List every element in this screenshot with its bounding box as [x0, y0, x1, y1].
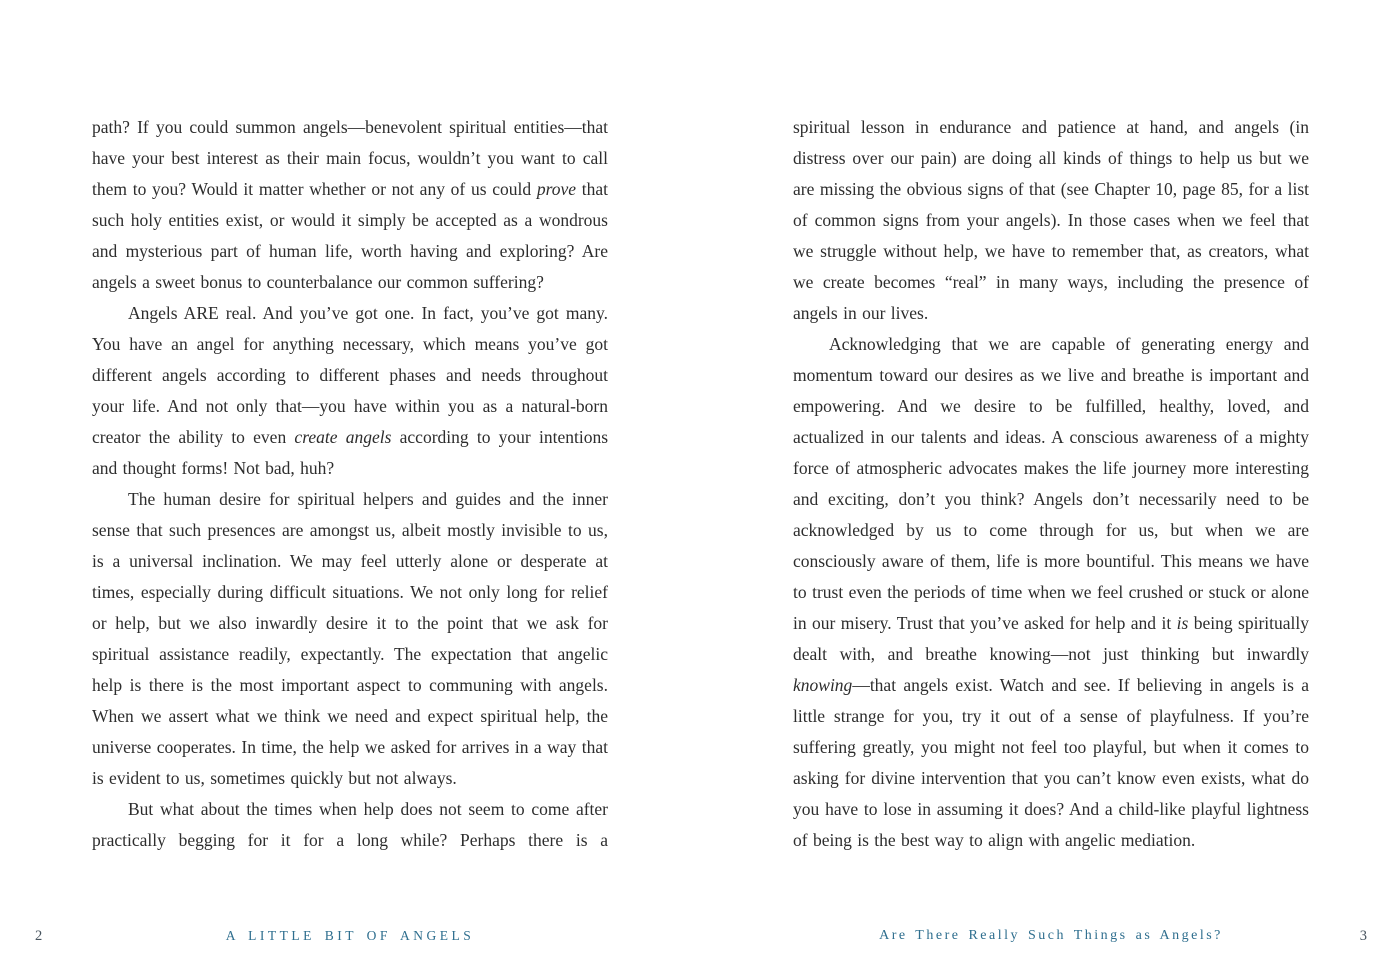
paragraph: The human desire for spiritual helpers and guides and the inner sense that such presences are amongst us, albeit mostly invisible to us, is a universal inclination. We may feel utterly alone or desperate at times, especially during difficult situations. We not only long for relief or help, but we also inwardly desire it to the point that we ask for spiritual assistance readily, expectantly. The expectation that angelic help is there is the most important aspect to communing with angels. When we assert what we think we need and expect spiritual help, the universe cooperates. In time, the help we asked for arrives in a way that is evident to us, sometimes quickly but not always.: [92, 489, 608, 788]
page-number-left: 2: [35, 928, 43, 944]
paragraph: Acknowledging that we are capable of generating energy and momentum toward our desires as we live and breathe is important and empowering. And we desire to be fulfilled, healthy, loved, and actualized in our talents and ideas. A conscious awareness of a mighty force of atmospheric advocates makes the life journey more interesting and exciting, don’t you think? Angels don’t necessarily need to be acknowledged by us to come through for us, but when we are consciously aware of them, life is more bountiful. This means we have to trust even the periods of time when we feel crushed or stuck or alone in our misery. Trust that you’ve asked for help and it is being spiritually dealt with, and breathe knowing—not just thinking but inwardly knowing—that angels exist. Watch and see. If believing in angels is a little strange for you, try it out of a sense of playfulness. If you’re suffering greatly, you might not feel too playful, but when it comes to asking for divine intervention that you can’t know even exists, what do you have to lose in assuming it does? And a child-like playful lightness of being is the best way to align with angelic mediation.: [793, 334, 1309, 850]
paragraph: Angels ARE real. And you’ve got one. In fact, you’ve got many. You have an angel for anything necessary, which means you’ve got different angels according to different phases and needs throughout your life. And not only that—you have within you as a natural-born creator the ability to even create angels according to your intentions and thought forms! Not bad, huh?: [92, 303, 609, 478]
paragraph: But what about the times when help does not seem to come after practically begging for it for a long while? Perhaps there is a: [92, 799, 608, 850]
paragraph: spiritual lesson in endurance and patience at hand, and angels (in distress over our pain) are doing all kinds of things to help us but we are missing the obvious signs of that (see Chapter 10, page 85, for a list of common signs from your angels). In those cases when we feel that we struggle without help, we have to remember that, as creators, what we create becomes “real” in many ways, including the presence of angels in our lives.: [793, 117, 1309, 323]
page-right-body: [793, 112, 1309, 856]
page-left-body: [92, 112, 608, 856]
running-footer-chapter-title: Are There Really Such Things as Angels?: [879, 928, 1223, 943]
page-number-right: 3: [1359, 928, 1367, 944]
paragraph: path? If you could summon angels—benevolent spiritual entities—that have your best interest as their main focus, wouldn’t you want to call them to you? Would it matter whether or not any of us could prove that such holy entities exist, or would it simply be accepted as a wondrous and mysterious part of human life, worth having and exploring? Are angels a sweet bonus to counterbalance our common suffering?: [92, 117, 608, 292]
footer-row: [0, 926, 1400, 950]
running-footer-book-title: A LITTLE BIT OF ANGELS: [225, 928, 475, 943]
